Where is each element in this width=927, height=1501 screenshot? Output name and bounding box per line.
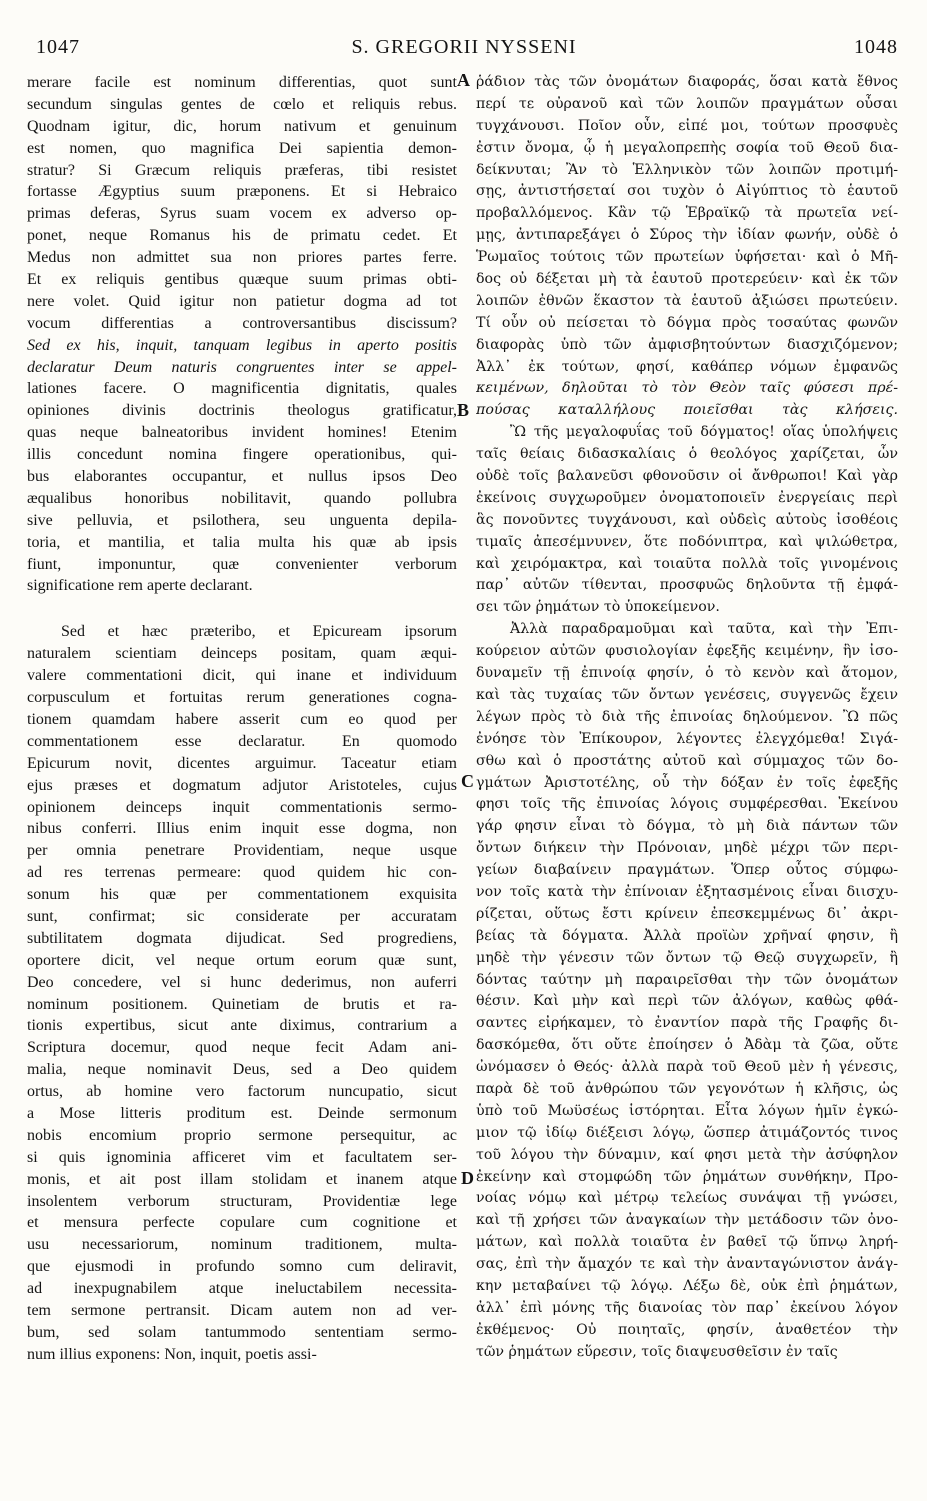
- greek-text-line: Ὢ τῆς μεγαλοφυΐας τοῦ δόγματος! οἵας ὑπολήψεις: [510, 424, 898, 441]
- greek-text-line: παρὰ δὲ τοῦ ἀνθρώπου τῶν γεγονότων ἡ κλῆσις, ὡς: [476, 1080, 898, 1097]
- greek-text-line: βείας τὰ δόγματα. Ἀλλὰ προϊὼν χρῆναί φησιν, ἢ: [476, 927, 898, 944]
- latin-text-line: bum, sed solam tantummodo sententiam sermo-: [27, 1323, 457, 1341]
- greek-text-line: δασκόμεθα, ὅτι οὔτε ἐποίησεν ὁ Ἀδὰμ τὰ ζῶα, οὔτε: [476, 1037, 898, 1054]
- latin-text-line: corpusculum et fortuitas rerum generationes cogna-: [27, 689, 457, 707]
- greek-text-line: ταῖς θείαις διδασκαλίαις ὁ θεολόγος χαρίζεται, ὧν: [476, 446, 898, 463]
- greek-text-line: δόντας ταύτην μὴ παραιρεῖσθαι τὴν τῶν ὀνομάτων: [476, 971, 898, 988]
- latin-text-line: nere volet. Quid igitur non patietur dogma ad tot: [27, 292, 457, 310]
- latin-text-line: lationes facere. O magnificentia dignitatis, quales: [27, 380, 457, 398]
- latin-text-line: a Mose litteris proditum est. Deinde sermonum: [27, 1104, 457, 1122]
- latin-text-line: commentationem esse declaratur. En quomodo: [27, 732, 457, 750]
- greek-text-line: γάρ φησιν εἶναι τὸ δόγμα, τὸ μὴ διὰ πάντων τῶν: [476, 818, 898, 835]
- page-number-right: 1048: [854, 36, 898, 58]
- latin-text-line: nominum positionem. Quinetiam de brutis et ra-: [27, 995, 457, 1013]
- latin-text-line: ad inexpugnabilem atque ineluctabilem necessita-: [27, 1280, 457, 1298]
- greek-text-line: κην μεταβαίνει τῷ λόγῳ. Λέξω δὲ, οὐκ ἐπὶ ῥημάτων,: [476, 1277, 898, 1294]
- greek-text-line: τιμαῖς ἀπεσέμνυνεν, ὅτε ποδόνιπτρα, καὶ ψιλώθετρα,: [476, 533, 898, 550]
- greek-text-line: διαφορὰς ὑπὸ τῶν ἀμφισβητούντων διασχιζόμενον;: [476, 336, 898, 353]
- latin-text-line: opinionem deinceps inquit commentationis sermo-: [27, 798, 457, 816]
- greek-text-line: καὶ τῇ χρήσει τῶν ἀναγκαίων τὴν μετάδοσιν τῶν ὀνο-: [476, 1212, 898, 1229]
- greek-text-line: ῥάδιον τὰς τῶν ὀνομάτων διαφοράς, ὅσαι κατὰ ἔθνος: [476, 74, 898, 90]
- greek-text-line: ἐστιν ὄνομα, ᾧ ἡ μεγαλοπρεπὴς σοφία τοῦ Θεοῦ δια-: [476, 139, 898, 156]
- greek-text-line: ἐνόησε τὸν Ἐπίκουρον, λέγοντες ἐλεγχόμεθα! Σιγά-: [476, 730, 898, 747]
- greek-text-line: κούρειον αὐτῶν φυσιολογίαν ἐφεξῆς κειμένην, ἣν ἰσο-: [476, 643, 898, 660]
- section-marker-a: A: [457, 70, 470, 90]
- latin-text-line: malia, neque nominavit Deus, sed a Deo quidem: [27, 1061, 457, 1079]
- latin-text-line: que ejusmodi in profundo somno cum deliravit,: [27, 1258, 457, 1276]
- latin-text-line: toria, et mantilia, et talia multa his quæ ab ipsis: [27, 533, 457, 551]
- section-marker-b: B: [457, 400, 470, 420]
- latin-text-line: significatione rem aperte declarant.: [27, 577, 253, 595]
- greek-text-line: λέγων πρὸς τὸ διὰ τῆς ἐπινοίας δηλούμενον. Ὢ πῶς: [476, 708, 898, 725]
- latin-text-line: nibus conferri. Illius enim inquit esse dogma, non: [27, 820, 457, 838]
- latin-text-line: Epicurum novit, dicentes arguimur. Taceatur etiam: [27, 754, 457, 772]
- latin-text-line: si quis ignominia afficeret vim et facultatem ser-: [27, 1148, 457, 1166]
- latin-text-line: vocum differentias a controversantibus discissum?: [27, 314, 457, 332]
- greek-text-line: σῃς, ἀντιστήσεταί σοι τυχὸν ὁ Αἰγύπτιος τὸ ἑαυτοῦ: [476, 183, 898, 200]
- latin-text-line: tionis expertibus, sicut ante diximus, contrarium a: [27, 1017, 457, 1035]
- latin-text-line: Deo concedere, vel si hunc dederimus, non auferri: [27, 973, 457, 991]
- latin-text-line: naturalem scientiam deinceps positam, quam æqui-: [27, 645, 457, 663]
- greek-text-line: ἀλλ᾽ ἐπὶ μόνης τῆς διανοίας τὸν παρ᾽ ἐκείνου λόγον: [476, 1299, 898, 1316]
- greek-text-line: οὐδὲ τοῖς βαλανεῦσι φθονοῦσιν οἱ ἄνθρωποι! Καὶ γὰρ: [476, 468, 898, 485]
- latin-text-line: insolentem verborum structuram, Providentiæ lege: [27, 1192, 457, 1210]
- latin-text-line: quas neque balneatoribus invident homines! Etenim: [27, 424, 457, 442]
- greek-text-line: πούσας καταλλήλους ποιεῖσθαι τὰς κλήσεις.: [476, 402, 898, 419]
- paragraph-gap: [27, 597, 457, 621]
- latin-text-line: oportere dicit, vel neque ortum eorum quæ sunt,: [27, 951, 457, 969]
- latin-text-line: Quodnam igitur, dic, horum nativum et genuinum: [27, 117, 457, 135]
- latin-text-line: per omnia penetrare Providentiam, neque usque: [27, 842, 457, 860]
- latin-text-line: illis concedunt nomina fingere operationibus, qui-: [27, 446, 457, 464]
- latin-text-line: tionem quamdam habere asserit cum eo quod per: [27, 710, 457, 728]
- greek-text-line: ἐκείνην καὶ στομφώδη τῶν ῥημάτων συνθήκην, Προ-: [476, 1168, 898, 1185]
- greek-text-line: ρίζεται, οὕτως ἔστι κρίνειν ἐπεσκεμμένως δι᾽ ἀκρι-: [476, 905, 898, 922]
- section-marker-c: C: [461, 771, 474, 791]
- latin-text-line: declaratur Deum naturis congruentes inter se appel-: [27, 358, 457, 376]
- greek-text-line: Ἀλλὰ παραδραμοῦμαι καὶ ταῦτα, καὶ τὴν Ἐπι-: [510, 621, 898, 638]
- greek-text-line: καὶ χειρόμακτρα, καὶ τοιαῦτα πολλὰ τοῖς γινομένοις: [476, 555, 898, 572]
- page-number-left: 1047: [36, 36, 80, 58]
- latin-text-line: stratur? Si Græcum reliquis præferas, tibi resistet: [27, 161, 457, 179]
- greek-text-line: μῃς, ἀντιπαρεξάγει ὁ Σύρος τὴν ἰδίαν φωνήν, οὐδὲ ὁ: [476, 227, 898, 244]
- latin-text-line: ejus præses et dogmatum adjutor Aristoteles, cujus: [27, 776, 457, 794]
- latin-text-line: et mensura perfecte copulare cum cognitione et: [27, 1214, 457, 1232]
- greek-text-line: σθω καὶ ὁ προστάτης αὐτοῦ καὶ σύμμαχος τῶν δο-: [476, 752, 898, 769]
- greek-text-line: δυναμεῖν τῇ ἐπινοίᾳ φησίν, ὁ τὸ κενὸν καὶ ἄτομον,: [476, 665, 898, 682]
- greek-text-line: ἐκθέμενος· Οὐ ποιηταῖς, φησίν, ἀναθετέον τὴν: [476, 1321, 898, 1338]
- latin-text-line: Scriptura docemur, quod neque fecit Adam ani-: [27, 1039, 457, 1057]
- greek-text-line: μηδὲ τὴν γένεσιν τῶν ὄντων τῷ Θεῷ συγχωρεῖν, ἢ: [476, 949, 898, 966]
- greek-column: [476, 72, 898, 1364]
- greek-text-line: προβαλλόμενος. Κἂν τῷ Ἑβραϊκῷ τὰ πρωτεῖα νεί-: [476, 205, 898, 222]
- latin-text-line: sonum his quæ per commentationem exquisita: [27, 886, 457, 904]
- latin-text-line: monis, et ait post illam stolidam et inanem atque: [27, 1170, 457, 1188]
- greek-text-line: περί τε οὐρανοῦ καὶ τῶν λοιπῶν πραγμάτων οὖσαι: [476, 95, 898, 112]
- greek-text-line: μάτων, καὶ πολλὰ τοιαῦτα ἐν βαθεῖ τῷ ὕπνῳ ληρή-: [476, 1234, 898, 1251]
- latin-text-line: secundum singulas gentes de cœlo et reliquis rebus.: [27, 95, 457, 113]
- latin-text-line: est nomen, quo magnifica Dei sapientia demon-: [27, 139, 457, 157]
- latin-text-line: nobis encomium proprio sermone persequitur, ac: [27, 1126, 457, 1144]
- greek-text-line: σει τῶν ῥημάτων τὸ ὑποκείμενον.: [476, 599, 720, 616]
- greek-text-line: σας, ἐπὶ τὴν ἄμαχόν τε καὶ τὴν ἀνανταγώνιστον ἀνάγ-: [476, 1256, 898, 1273]
- greek-text-line: σαντες εἰρήκαμεν, τὸ ἐναντίον παρὰ τῆς Γραφῆς δι-: [476, 1015, 898, 1032]
- greek-text-line: θέσιν. Καὶ μὴν καὶ περὶ τῶν ἀλόγων, καθὼς φθά-: [476, 993, 898, 1010]
- latin-text-line: bus elaborantes occupantur, et nullus ipsos Deo: [27, 468, 457, 486]
- latin-text-line: subtilitatem dogmata dijudicat. Sed progrediens,: [27, 929, 457, 947]
- latin-text-line: num illius exponens: Non, inquit, poetis assi-: [27, 1345, 317, 1363]
- latin-text-line: Sed ex his, inquit, tanquam legibus in aperto positis: [27, 336, 457, 354]
- greek-text-line: ὑπὸ τοῦ Μωϋσέως ἱστόρηται. Εἶτα λόγων ἡμῖν ἐγκώ-: [476, 1102, 898, 1119]
- greek-text-line: παρ᾽ αὐτῶν τίθενται, προσφυῶς δηλοῦντα τῇ ἐμφά-: [476, 577, 898, 594]
- latin-text-line: Sed et hæc præteribo, et Epicuream ipsorum: [61, 623, 457, 641]
- greek-text-line: ὄντων διήκειν τὴν Πρόνοιαν, μηδὲ μέχρι τῶν περι-: [476, 840, 898, 857]
- latin-text-line: opiniones divinis doctrinis theologus gratificatur,: [27, 402, 457, 420]
- latin-text-line: æqualibus honoribus nobilitavit, quando pollubra: [27, 489, 457, 507]
- greek-text-line: γμάτων Ἀριστοτέλης, οὗ τὴν δόξαν ἐν τοῖς ἐφεξῆς: [476, 774, 898, 791]
- greek-text-line: καὶ τὰς τυχαίας τῶν ὄντων γενέσεις, συγγενῶς ἔχειν: [476, 686, 898, 703]
- latin-text-line: primas deferas, Syrus suam vocem ex adverso op-: [27, 205, 457, 223]
- greek-text-line: τοῦ λόγου τὴν δύναμιν, καί φησι μετὰ τὴν ἀσύφηλον: [476, 1146, 898, 1163]
- latin-text-line: Medus non admittet sua non priores partes ferre.: [27, 249, 457, 267]
- greek-text-line: νοίας νόμῳ καὶ μέτρῳ τελείως συνάψαι τῇ γνώσει,: [476, 1190, 898, 1207]
- latin-text-line: fiunt, imponuntur, quæ convenienter verborum: [27, 555, 457, 573]
- greek-text-line: μιον τῷ ἰδίῳ διέξεισι λόγῳ, ὥσπερ ἀτιμάζοντός τινος: [476, 1124, 898, 1141]
- greek-text-line: ἐκείνοις συγχωροῦμεν ὀνοματοποιεῖν ἐνεργείαις περὶ: [476, 489, 898, 506]
- latin-text-line: fortasse Ægyptius suum præponens. Et si Hebraico: [27, 183, 457, 201]
- latin-text-line: usu necessariorum, nominum traditionem, multa-: [27, 1236, 457, 1254]
- greek-text-line: Ἀλλ᾽ ἐκ τούτων, φησί, καθάπερ νόμων ἐμφανῶς: [476, 358, 898, 375]
- running-title: S. GREGORII NYSSENI: [351, 36, 577, 58]
- latin-text-line: ortus, ab homine vero factorum nuncupatio, sicut: [27, 1083, 457, 1101]
- latin-text-line: tem sermone pertransit. Dicam autem non ad ver-: [27, 1301, 457, 1319]
- latin-text-line: sunt, confirmat; sic considerate per accuratam: [27, 907, 457, 925]
- greek-text-line: φησι τοῖς τῆς ἐπινοίας λόγοις συμφέρεσθαι. Ἐκείνου: [476, 796, 898, 813]
- greek-text-line: ὠνόμασεν ὁ Θεός· ἀλλὰ παρὰ τοῦ Θεοῦ μὲν ἡ γένεσις,: [476, 1059, 898, 1076]
- latin-text-line: ponet, neque Romanus his de primatu cedet. Et: [27, 227, 457, 245]
- latin-text-line: merare facile est nominum differentias, quot sunt: [27, 74, 457, 91]
- greek-text-line: τυγχάνουσι. Ποῖον οὖν, εἰπέ μοι, τούτων προσφυὲς: [476, 117, 898, 134]
- greek-text-line: κειμένων, δηλοῦται τὸ τὸν Θεὸν ταῖς φύσεσι πρέ-: [476, 380, 898, 397]
- section-marker-d: D: [461, 1168, 474, 1188]
- greek-text-line: λοιπῶν ἐθνῶν ἕκαστον τὰ ἑαυτοῦ ἀξιώσει πρωτεύειν.: [476, 292, 898, 309]
- greek-text-line: Τί οὖν οὐ πείσεται τὸ δόγμα πρὸς τοσαύτας φωνῶν: [476, 314, 898, 331]
- latin-column: [27, 72, 457, 1366]
- running-header: [30, 36, 898, 66]
- greek-text-line: δείκνυται; Ἂν τὸ Ἑλληνικὸν τῶν λοιπῶν προτιμή-: [476, 161, 898, 178]
- greek-text-line: Ῥωμαῖος τούτοις τῶν πρωτείων ὑφήσεται· καὶ ὁ Μῆ-: [476, 249, 898, 266]
- greek-text-line: τῶν ῥημάτων εὕρεσιν, τοῖς διαψευσθεῖσιν ἐν ταῖς: [476, 1343, 838, 1360]
- latin-text-line: valere commentationi dicit, qui inane et individuum: [27, 667, 457, 685]
- latin-text-line: Et ex reliquis gentibus quæque suum primas obti-: [27, 271, 457, 289]
- latin-text-line: ad res terrenas permeare: quod quidem hic con-: [27, 864, 457, 882]
- greek-text-line: νον τοῖς κατὰ τὴν ἐπίνοιαν ἐξητασμένοις εἶναι διισχυ-: [476, 883, 898, 900]
- latin-text-line: sive pelluvia, et psilothera, seu unguenta depila-: [27, 511, 457, 529]
- greek-text-line: γείων διαβαίνειν πραγμάτων. Ὅπερ οὗτος σύμφω-: [476, 862, 898, 879]
- greek-text-line: ἃς πονοῦντες τυγχάνουσι, καὶ οὐδεὶς αὐτοὺς ἰσοθέοις: [476, 511, 898, 528]
- greek-text-line: δος οὐ δέξεται μὴ τὰ ἑαυτοῦ προτερεύειν· καὶ ἐκ τῶν: [476, 271, 898, 288]
